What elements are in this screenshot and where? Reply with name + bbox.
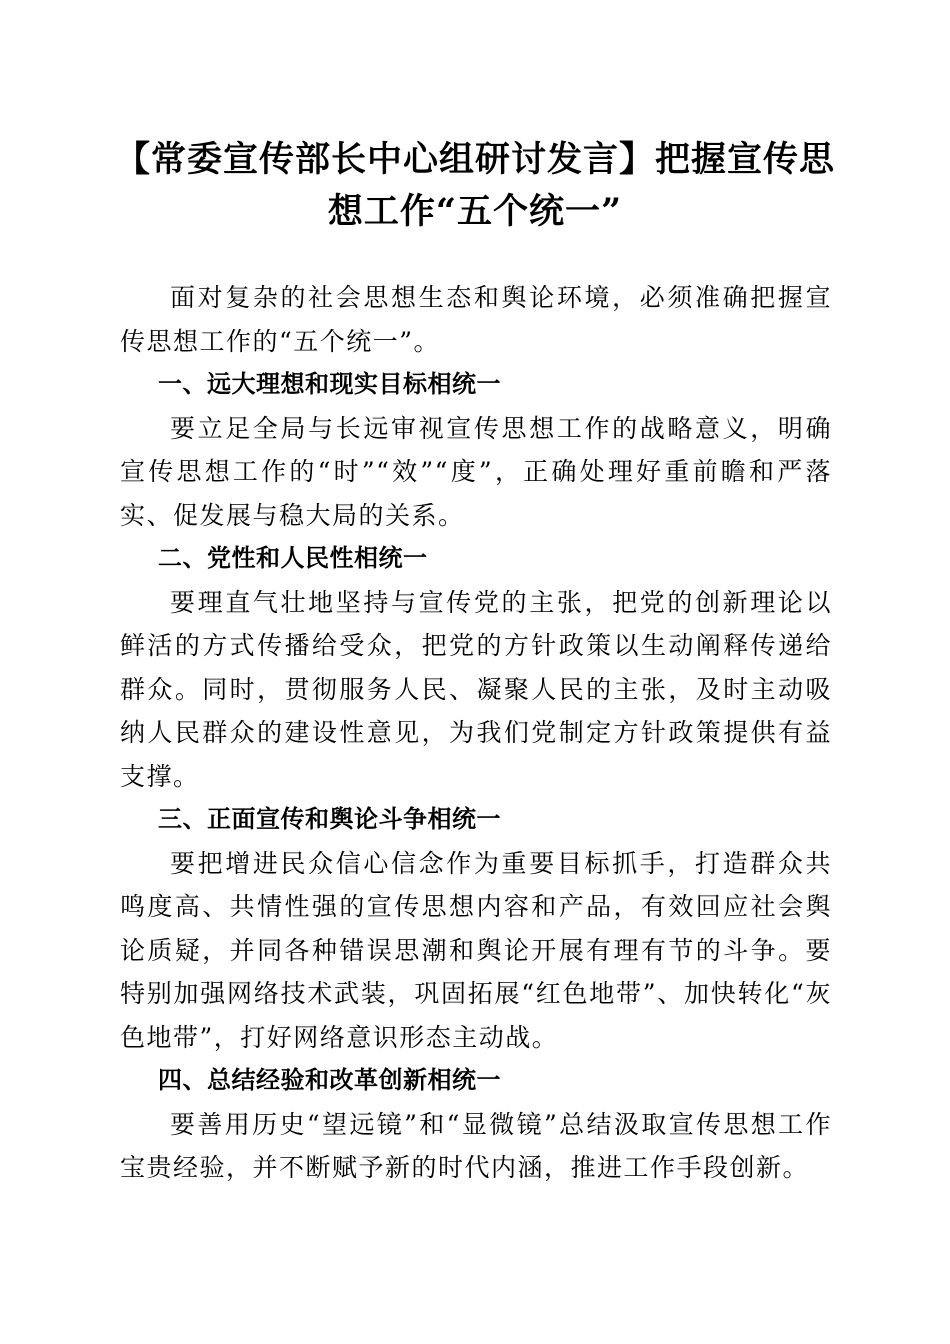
intro-paragraph: 面对复杂的社会思想生态和舆论环境，必须准确把握宣传思想工作的“五个统一”。 — [120, 283, 832, 356]
section-paragraph-2: 要理直气壮地坚持与宣传党的主张，把党的创新理论以鲜活的方式传播给受众，把党的方针政策以生动阐释传递给群众。同时，贯彻服务人民、凝聚人民的主张，及时主动吸纳人民群众的建设性意见，为我们党制定方针政策提供有益支撑。 — [120, 587, 832, 791]
section-paragraph-4: 要善用历史“望远镜”和“显微镜”总结汲取宣传思想工作宝贵经验，并不断赋予新的时代内涵，推进工作手段创新。 — [120, 1109, 832, 1182]
section-heading-2: 二、党性和人民性相统一 — [158, 544, 428, 572]
document-title-line-2: 想工作“五个统一” — [327, 191, 623, 232]
section-paragraph-1: 要立足全局与长远审视宣传思想工作的战略意义，明确宣传思想工作的“时”“效”“度”，正确处理好重前瞻和严落实、促发展与稳大局的关系。 — [120, 413, 832, 530]
section-heading-4: 四、总结经验和改革创新相统一 — [158, 1066, 501, 1094]
document-title-line-1: 【常委宣传部长中心组研讨发言】把握宣传思 — [114, 139, 835, 180]
section-paragraph-3: 要把增进民众信心信念作为重要目标抓手，打造群众共鸣度高、共情性强的宣传思想内容和产品，有效回应社会舆论质疑，并同各种错误思潮和舆论开展有理有节的斗争。要特别加强网络技术武装，巩固拓展“红色地带”、加快转化“灰色地带”，打好网络意识形态主动战。 — [120, 848, 832, 1052]
document-title — [100, 134, 850, 238]
document-body — [120, 276, 832, 1190]
section-heading-3: 三、正面宣传和舆论斗争相统一 — [158, 805, 501, 833]
section-heading-1: 一、远大理想和现实目标相统一 — [158, 370, 501, 398]
